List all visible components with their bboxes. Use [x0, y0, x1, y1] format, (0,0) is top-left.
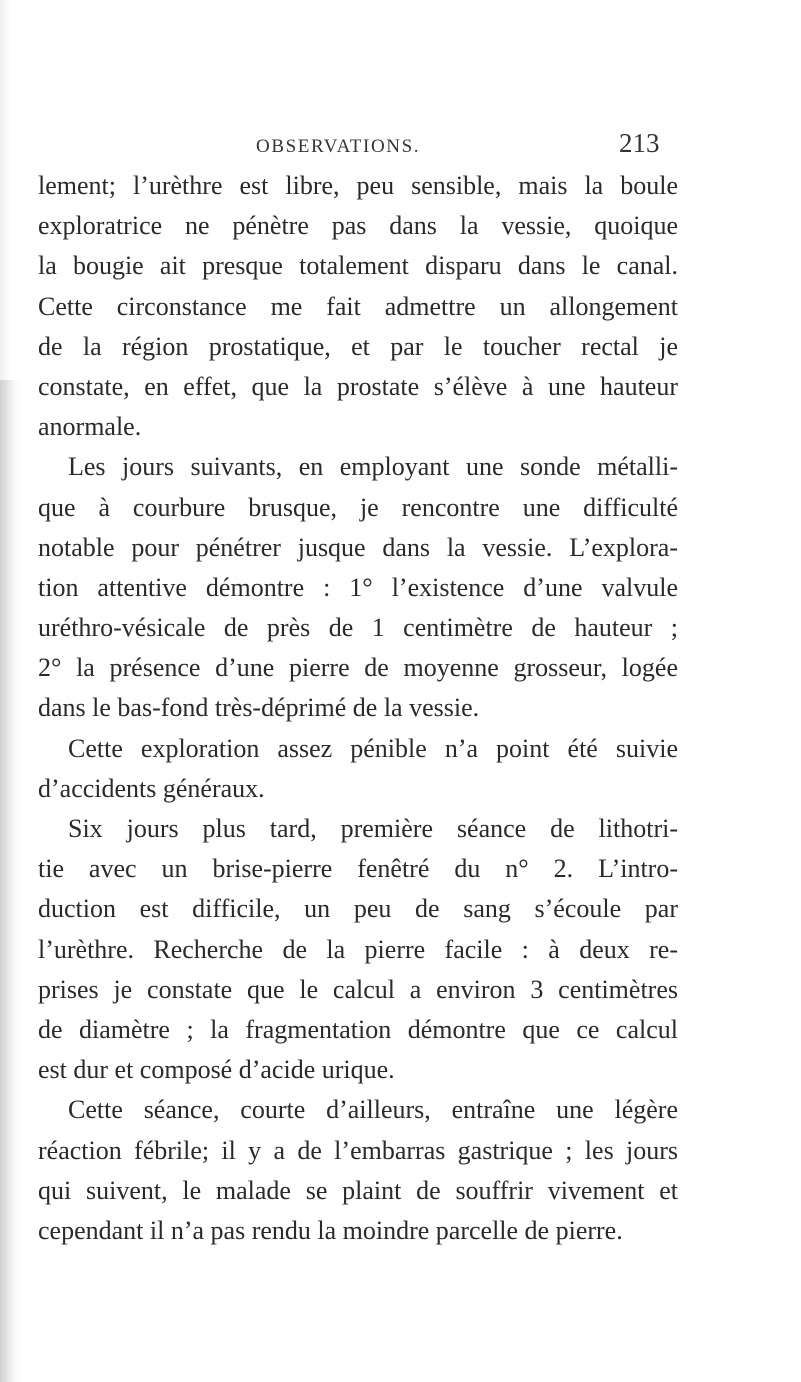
text-line: de la région prostatique, et par le toucher rectal je: [38, 331, 678, 361]
text-line: prises je constate que le calcul a environ 3 centimètres: [38, 974, 678, 1004]
text-line: 2° la présence d’une pierre de moyenne grosseur, logée: [38, 653, 678, 683]
body-text: [38, 166, 678, 1251]
text-line: exploratrice ne pénètre pas dans la vessie, quoique: [38, 211, 678, 241]
text-line: notable pour pénétrer jusque dans la vessie. L’explora-: [38, 532, 678, 562]
text-line: est dur et composé d’acide urique.: [38, 1055, 395, 1085]
text-line: Les jours suivants, en employant une sonde métalli-: [68, 452, 678, 482]
text-line: Cette exploration assez pénible n’a point été suivie: [68, 733, 678, 763]
text-line: uréthro-vésicale de près de 1 centimètre de hauteur ;: [38, 613, 678, 643]
text-line: l’urèthre. Recherche de la pierre facile : à deux re-: [38, 934, 678, 964]
text-line: réaction fébrile; il y a de l’embarras gastrique ; les jours: [38, 1135, 678, 1165]
binding-shadow-top: [0, 0, 10, 380]
text-line: tion attentive démontre : 1° l’existence d’une valvule: [38, 572, 678, 602]
running-head: OBSERVATIONS.: [256, 136, 421, 157]
text-line: Cette séance, courte d’ailleurs, entraîne une légère: [68, 1095, 678, 1125]
text-line: duction est difficile, un peu de sang s’écoule par: [38, 894, 678, 924]
text-line: qui suivent, le malade se plaint de souffrir vivement et: [38, 1175, 678, 1205]
binding-shadow: [0, 380, 22, 1382]
text-line: dans le bas-fond très-déprimé de la vessie.: [38, 693, 480, 723]
text-line: Six jours plus tard, première séance de lithotri-: [68, 814, 678, 843]
text-line: Cette circonstance me fait admettre un allongement: [38, 291, 678, 321]
text-line: d’accidents généraux.: [38, 773, 265, 803]
text-line: lement; l’urèthre est libre, peu sensible, mais la boule: [38, 171, 678, 200]
text-line: anormale.: [38, 412, 142, 442]
text-line: de diamètre ; la fragmentation démontre que ce calcul: [38, 1014, 678, 1044]
text-line: que à courbure brusque, je rencontre une difficulté: [38, 492, 678, 522]
text-line: la bougie ait presque totalement disparu dans le canal.: [38, 251, 678, 281]
text-line: constate, en effet, que la prostate s’élève à une hauteur: [38, 371, 678, 401]
text-line: tie avec un brise-pierre fenêtré du n° 2. L’intro-: [38, 854, 678, 884]
page-number: 213: [619, 128, 660, 158]
text-line: cependant il n’a pas rendu la moindre parcelle de pierre.: [38, 1215, 623, 1245]
